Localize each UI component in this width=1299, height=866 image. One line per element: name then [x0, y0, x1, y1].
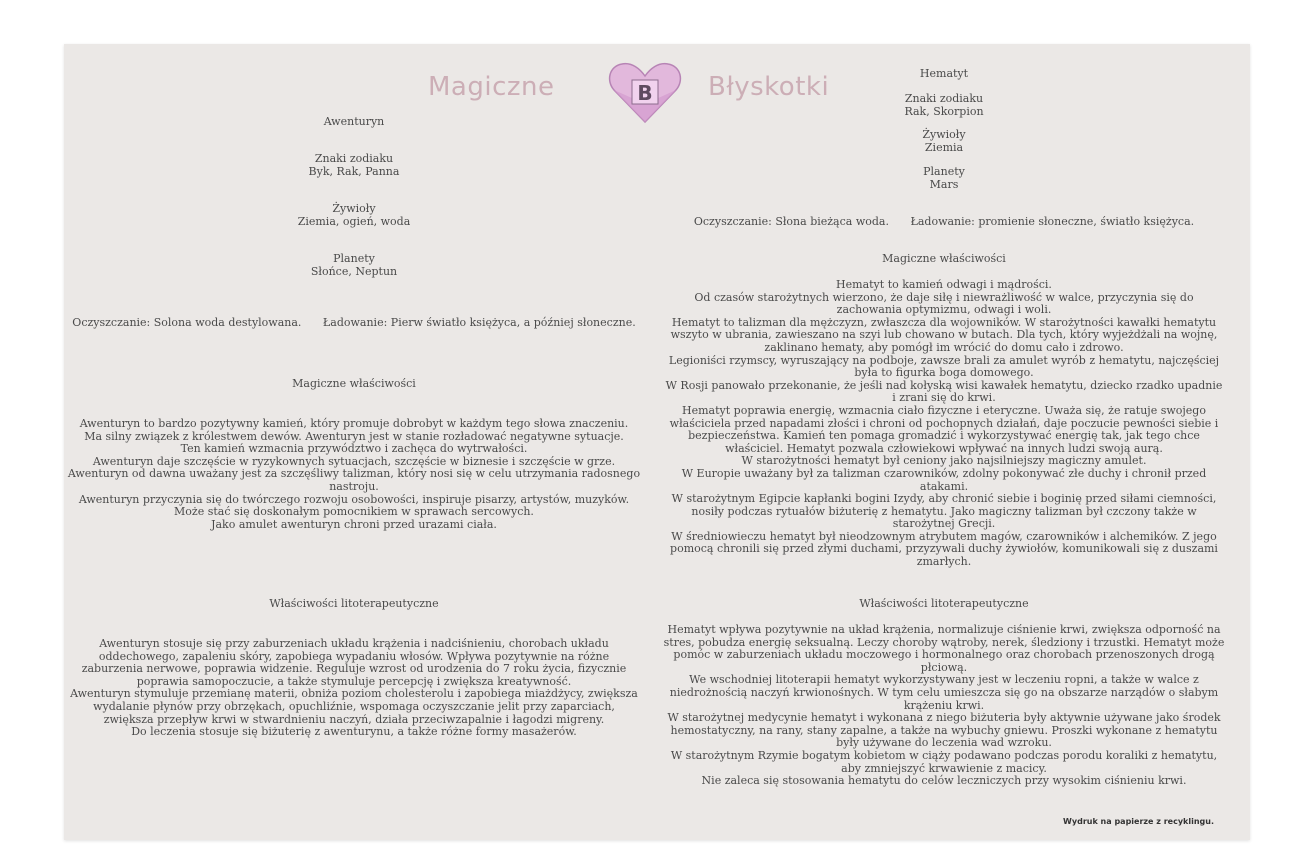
planets-section — [64, 253, 644, 278]
cleansing-charging-row — [654, 216, 1234, 229]
logo-word-right: Błyskotki — [708, 72, 830, 102]
zodiac-label: Znaki zodiaku — [314, 152, 394, 165]
charging-text: Ładowanie: Pierw światło księżyca, a później słoneczne. — [322, 316, 636, 329]
elements-value: Ziemia — [924, 140, 964, 154]
printed-sheet — [64, 44, 1250, 840]
elements-section — [64, 203, 644, 228]
cleansing-text: Oczyszczanie: Słona bieżąca woda. — [693, 215, 889, 228]
elements-label: Żywioły — [332, 202, 376, 215]
magic-title: Magiczne właściwości — [292, 377, 416, 390]
recycled-paper-note: Wydruk na papierze z recyklingu. — [1063, 817, 1214, 826]
zodiac-label: Znaki zodiaku — [904, 92, 984, 105]
elements-label: Żywioły — [922, 128, 966, 141]
planets-section — [654, 166, 1234, 191]
heart-letter: B — [637, 81, 653, 105]
planets-label: Planety — [923, 165, 965, 178]
magic-title: Magiczne właściwości — [882, 252, 1006, 265]
cleansing-text: Oczyszczanie: Solona woda destylowana. — [72, 316, 302, 329]
cleansing-charging-row — [64, 317, 644, 330]
zodiac-section — [654, 93, 1234, 118]
zodiac-section — [64, 153, 644, 178]
elements-section — [654, 129, 1234, 154]
litho-title: Właściwości litoterapeutyczne — [859, 597, 1029, 610]
planets-label: Planety — [333, 252, 375, 265]
zodiac-value: Byk, Rak, Panna — [308, 164, 400, 178]
magic-properties-text: Awenturyn to bardzo pozytywny kamień, który promuje dobrobyt w każdym tego słowa znaczeniu. Ma silny związek z królestwem dewów. Awenturyn jest w stanie rozładować negatywne sytuacje. Ten kamień wzmacnia przywództwo i zachęca do wytrwałości. Awenturyn daje szczęście w ryzykownych sytuacjach, szczęście w biznesie i szczęście w grze. Awenturyn od dawna uważany jest za szczęśliwy talizman, który nosi się w celu utrzymania radosnego nastroju. Awenturyn przyczynia się do twórczego rozwoju osobowości, inspiruje pisarzy, artystów, muzyków. Może stać się doskonałym pomocnikiem w sprawach sercowych. Jako amulet awenturyn chroni przed urazami ciała. — [67, 417, 641, 531]
litho-properties-text: Hematyt wpływa pozytywnie na układ krążenia, normalizuje ciśnienie krwi, zwiększa odporność na stres, pobudza energię seksualną. Leczy choroby wątroby, nerek, śledziony i trzustki. Hematyt może pomóc w zaburzeniach układu moczowego i hormonalnego oraz chorobach przenoszonych drogą płciową. We wschodniej litoterapii hematyt wykorzystywany jest w leczeniu ropni, a także w walce z niedrożnością naczyń krwionośnych. W tym celu umieszcza się go na obszarze narządów o słabym krążeniu krwi. W starożytnej medycynie hematyt i wykonana z niego biżuteria były aktywnie używane jako środek hemostatyczny, na rany, stany zapalne, a także na wybuchy gniewu. Proszki wykonane z hematytu były używane do leczenia wad wzroku. W starożytnym Rzymie bogatym kobietom w ciąży podawano podczas porodu koraliki z hematytu, aby zmniejszyć krwawienie z macicy. Nie zaleca się stosowania hematytu do celów leczniczych przy wysokim ciśnieniu krwi. — [663, 623, 1225, 788]
planets-value: Mars — [929, 177, 959, 191]
litho-properties-text: Awenturyn stosuje się przy zaburzeniach układu krążenia i nadciśnieniu, chorobach układu oddechowego, zapaleniu skóry, zapobiega wypadaniu włosów. Wpływa pozytywnie na różne zaburzenia nerwowe, poprawia widzenie. Reguluje wzrost od urodzenia do 7 roku życia, fizycznie poprawia samopoczucie, a także stymuluje percepcję i zwiększa kreatywność. Awenturyn stymuluje przemianę materii, obniża poziom cholesterolu i zapobiega miażdżycy, zwiększa wydalanie płynów przy obrzękach, opuchliźnie, wspomaga oczyszczanie jelit przy zaparciach, zwiększa przepływ krwi w stwardnieniu naczyń, działa przeciwzapalnie i łagodzi migreny. Do leczenia stosuje się biżuterię z awenturynu, a także różne formy masażerów. — [70, 637, 638, 739]
elements-value: Ziemia, ogień, woda — [297, 214, 411, 228]
litho-title: Właściwości litoterapeutyczne — [269, 597, 439, 610]
stone-name: Awenturyn — [323, 115, 385, 128]
logo-word-left: Magiczne — [428, 72, 555, 102]
magic-properties-text: Hematyt to kamień odwagi i mądrości. Od czasów starożytnych wierzono, że daje siłę i niewrażliwość w walce, przyczynia się do zachowania optymizmu, odwagi i woli. Hematyt to talizman dla mężczyzn, zwłaszcza dla wojowników. W starożytności kawałki hematytu wszyto w ubrania, zawieszano na szyi lub chowano w butach. Dla tych, który wyjeżdżali na wojnę, zaklinano hematy, aby pomógł im wrócić do domu cało i zdrowo. Legioniści rzymscy, wyruszający na podboje, zawsze brali za amulet wyrób z hematytu, najczęściej była to figurka boga domowego. W Rosji panowało przekonanie, że jeśli nad kołyską wisi kawałek hematytu, dziecko rzadko upadnie i zrani się do krwi. Hematyt poprawia energię, wzmacnia ciało fizyczne i eteryczne. Uważa się, że ratuje swojego właściciela przed napadami złości i chroni od pochopnych działań, daje poczucie pewności siebie i bezpieczeństwa. Kamień ten pomaga gromadzić i wykorzystywać energię tak, jak tego chce właściciel. Hematyt pozwala człowiekowi wpływać na innych ludzi swoją aurą. W starożytności hematyt był ceniony jako najsilniejszy magiczny amulet. W Europie uważany był za talizman czarowników, zdolny pokonywać złe duchy i chronił przed atakami. W starożytnym Egipcie kapłanki bogini Izydy, aby chronić siebie i boginię przed siłami ciemności, nosiły podczas rytuałów biżuterię z hematytu. Jako magiczny talizman był czczony także w starożytnej Grecji. W średniowieczu hematyt był nieodzownym atrybutem magów, czarowników i alchemików. Z jego pomocą chronili się przed złymi duchami, przyzywali duchy żywiołów, komunikowali się z duszami zmarłych. — [665, 278, 1223, 569]
planets-value: Słońce, Neptun — [310, 264, 398, 278]
zodiac-value: Rak, Skorpion — [904, 104, 984, 118]
charging-text: Ładowanie: promienie słoneczne, światło księżyca. — [910, 215, 1195, 228]
stone-name: Hematyt — [919, 67, 969, 80]
